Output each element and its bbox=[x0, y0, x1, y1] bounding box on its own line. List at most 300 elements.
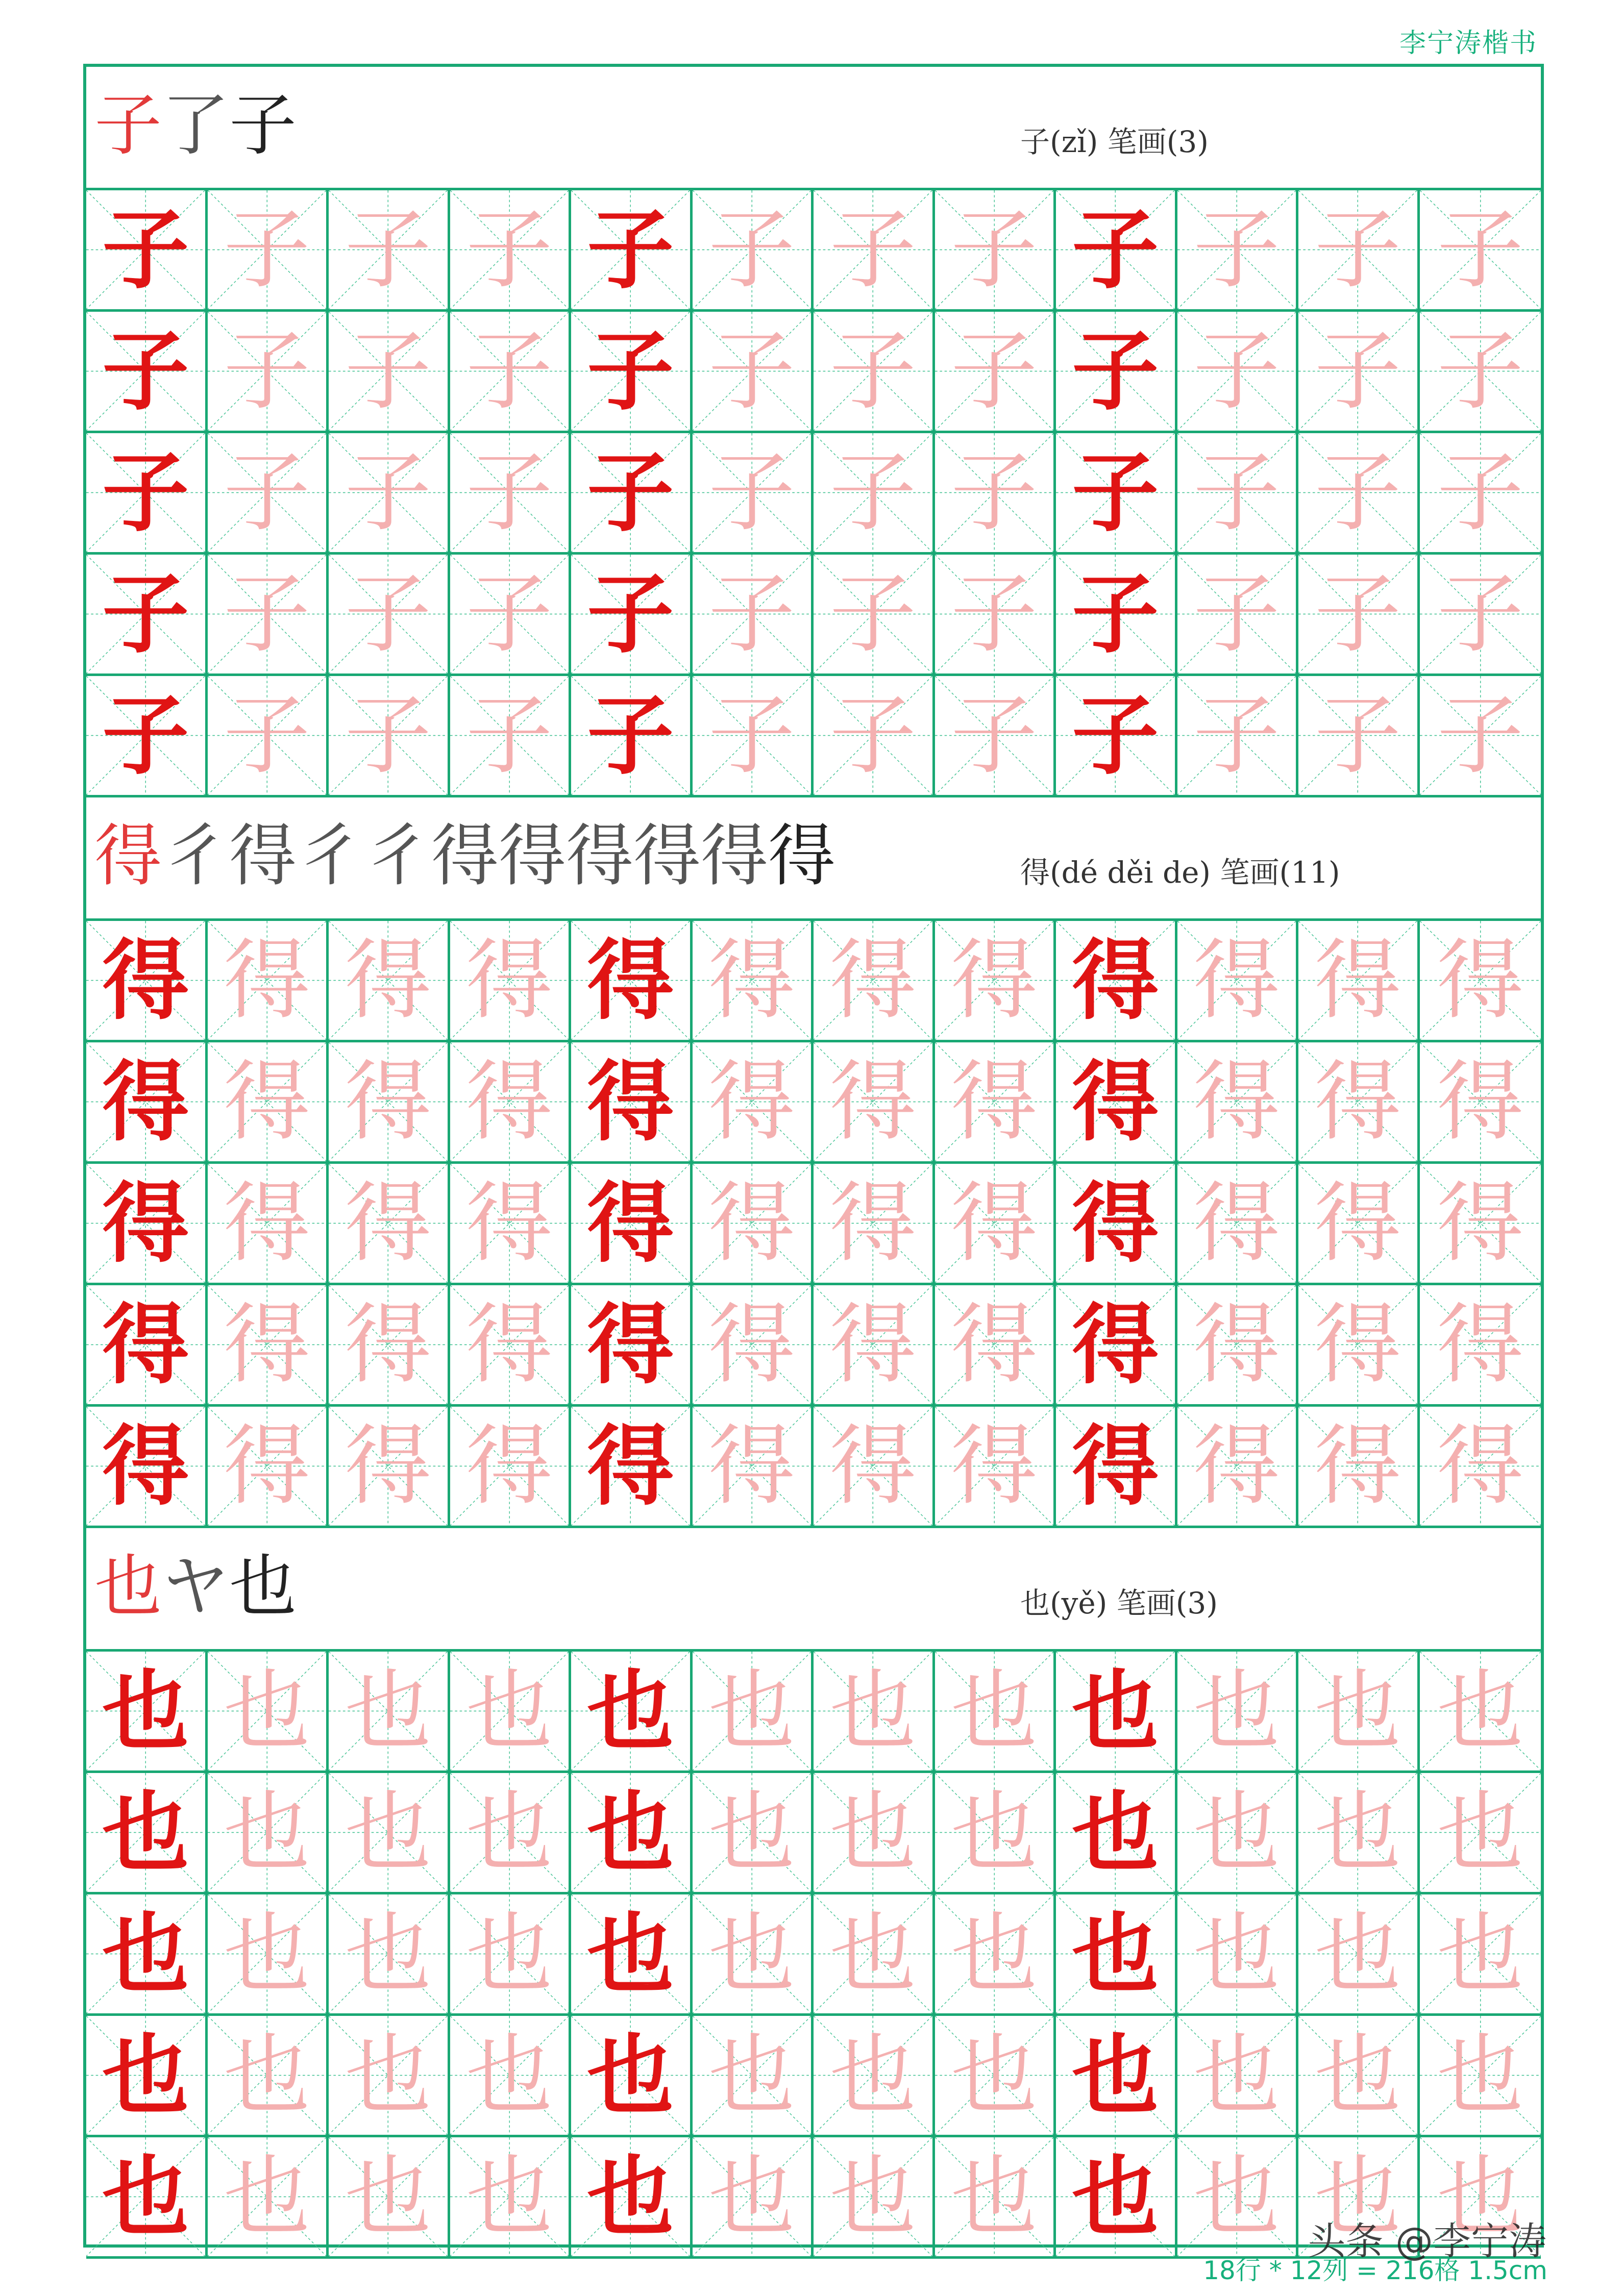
grid-cell bbox=[693, 1407, 814, 1528]
grid-cell bbox=[814, 555, 935, 676]
trace-char: 子 bbox=[1193, 442, 1280, 543]
grid-cell bbox=[1420, 1894, 1541, 2016]
stroke-step: 得 bbox=[431, 817, 499, 895]
grid-cell bbox=[86, 433, 208, 555]
trace-char: 也 bbox=[708, 2025, 795, 2126]
section-1 bbox=[86, 67, 1541, 797]
grid-cell bbox=[1298, 1773, 1420, 1894]
grid-cell bbox=[1177, 1042, 1299, 1164]
grid-cell bbox=[814, 1285, 935, 1407]
trace-char: 子 bbox=[1314, 199, 1401, 301]
grid-cell bbox=[208, 1407, 329, 1528]
trace-char: 也 bbox=[1314, 2025, 1401, 2126]
grid-cell bbox=[450, 555, 572, 676]
grid-cell bbox=[571, 1407, 693, 1528]
trace-char: 子 bbox=[708, 199, 795, 301]
trace-char: 也 bbox=[465, 1782, 553, 1883]
trace-char: 得 bbox=[1193, 1294, 1280, 1395]
stroke-step: 彳 bbox=[364, 817, 431, 895]
grid-cell bbox=[1056, 2137, 1177, 2259]
grid-cell bbox=[1056, 1164, 1177, 1285]
grid-cell bbox=[1056, 1773, 1177, 1894]
grid-cell bbox=[86, 1285, 208, 1407]
model-char: 也 bbox=[1072, 1903, 1159, 2005]
trace-char: 也 bbox=[708, 1782, 795, 1883]
model-char: 得 bbox=[1072, 1172, 1159, 1275]
grid-cell bbox=[814, 190, 935, 312]
grid-cell bbox=[1056, 1285, 1177, 1407]
stroke-order bbox=[94, 87, 297, 164]
model-char: 子 bbox=[102, 320, 189, 422]
grid-cell bbox=[1298, 190, 1420, 312]
trace-char: 子 bbox=[950, 563, 1038, 665]
model-char: 也 bbox=[587, 1903, 674, 2005]
stroke-step: 得 bbox=[566, 817, 633, 895]
model-char: 也 bbox=[587, 1660, 674, 1762]
grid-cell bbox=[329, 555, 450, 676]
grid-cell bbox=[571, 1285, 693, 1407]
grid-cell bbox=[1177, 312, 1299, 433]
grid-cell bbox=[329, 433, 450, 555]
trace-char: 得 bbox=[950, 1051, 1038, 1153]
grid-cell bbox=[814, 676, 935, 797]
grid-cell bbox=[1177, 1773, 1299, 1894]
model-char: 子 bbox=[587, 198, 674, 301]
trace-char: 子 bbox=[950, 199, 1038, 301]
trace-char: 子 bbox=[1314, 685, 1401, 786]
section-header bbox=[86, 1528, 1541, 1652]
trace-char: 子 bbox=[465, 199, 553, 301]
trace-char: 也 bbox=[1193, 2025, 1280, 2126]
grid-cell bbox=[86, 312, 208, 433]
trace-char: 子 bbox=[950, 442, 1038, 543]
trace-char: 也 bbox=[1193, 1660, 1280, 1762]
grid-cell bbox=[814, 1407, 935, 1528]
grid-cell bbox=[935, 433, 1056, 555]
grid-cell bbox=[1298, 312, 1420, 433]
grid-cell bbox=[814, 2137, 935, 2259]
model-char: 也 bbox=[1072, 1660, 1159, 1762]
model-char: 得 bbox=[102, 1051, 189, 1153]
grid-cell bbox=[814, 2016, 935, 2137]
trace-char: 得 bbox=[708, 1051, 795, 1153]
trace-char: 子 bbox=[1437, 442, 1524, 543]
section-header bbox=[86, 797, 1541, 921]
grid-cell bbox=[1420, 190, 1541, 312]
grid-cell bbox=[450, 1164, 572, 1285]
trace-char: 也 bbox=[345, 1903, 432, 2005]
model-char: 子 bbox=[102, 441, 189, 544]
trace-char: 得 bbox=[829, 930, 917, 1031]
grid-cell bbox=[935, 1042, 1056, 1164]
stroke-step: 彳 bbox=[297, 817, 364, 895]
grid-cell bbox=[1298, 1042, 1420, 1164]
trace-char: 也 bbox=[345, 2146, 432, 2248]
model-char: 得 bbox=[587, 929, 674, 1032]
grid-cell bbox=[571, 433, 693, 555]
trace-char: 得 bbox=[223, 1172, 310, 1274]
grid-cell bbox=[935, 555, 1056, 676]
grid-cell bbox=[86, 676, 208, 797]
trace-char: 子 bbox=[465, 320, 553, 422]
trace-char: 也 bbox=[345, 1782, 432, 1883]
trace-char: 子 bbox=[223, 563, 310, 665]
grid-cell bbox=[814, 921, 935, 1042]
trace-char: 也 bbox=[829, 1903, 917, 2005]
trace-char: 也 bbox=[1314, 1903, 1401, 2005]
trace-char: 得 bbox=[465, 1294, 553, 1395]
trace-char: 子 bbox=[1314, 442, 1401, 543]
grid-cell bbox=[1056, 190, 1177, 312]
trace-char: 得 bbox=[345, 930, 432, 1031]
grid-cell bbox=[208, 1894, 329, 2016]
grid-cell bbox=[571, 1652, 693, 1773]
trace-char: 子 bbox=[708, 563, 795, 665]
trace-char: 子 bbox=[829, 685, 917, 786]
grid-cell bbox=[208, 2016, 329, 2137]
grid-cell bbox=[86, 2016, 208, 2137]
grid-cell bbox=[1177, 1285, 1299, 1407]
model-char: 也 bbox=[102, 2024, 189, 2127]
practice-sheet bbox=[83, 64, 1544, 2248]
trace-char: 子 bbox=[829, 199, 917, 301]
model-char: 也 bbox=[587, 1781, 674, 1884]
model-char: 也 bbox=[102, 2145, 189, 2248]
trace-char: 也 bbox=[1437, 1782, 1524, 1883]
practice-grid bbox=[86, 1652, 1541, 2259]
trace-char: 也 bbox=[829, 1782, 917, 1883]
grid-cell bbox=[571, 555, 693, 676]
grid-cell bbox=[571, 1164, 693, 1285]
grid-cell bbox=[329, 2016, 450, 2137]
grid-cell bbox=[86, 1407, 208, 1528]
trace-char: 得 bbox=[1193, 1172, 1280, 1274]
trace-char: 也 bbox=[1437, 2146, 1524, 2248]
brand-label: 李宁涛楷书 bbox=[1399, 28, 1537, 59]
trace-char: 得 bbox=[345, 1415, 432, 1517]
grid-cell bbox=[208, 555, 329, 676]
grid-cell bbox=[1298, 1652, 1420, 1773]
grid-cell bbox=[571, 676, 693, 797]
model-char: 子 bbox=[587, 563, 674, 665]
grid-cell bbox=[1420, 921, 1541, 1042]
trace-char: 也 bbox=[708, 2146, 795, 2248]
grid-cell bbox=[208, 433, 329, 555]
trace-char: 得 bbox=[465, 1415, 553, 1517]
grid-cell bbox=[329, 1407, 450, 1528]
grid-cell bbox=[208, 1042, 329, 1164]
grid-cell bbox=[571, 2137, 693, 2259]
trace-char: 也 bbox=[1193, 1903, 1280, 2005]
grid-cell bbox=[1177, 433, 1299, 555]
stroke-order bbox=[94, 1549, 297, 1625]
trace-char: 也 bbox=[223, 2146, 310, 2248]
char-info: 子(zǐ) 笔画(3) bbox=[1020, 124, 1209, 159]
grid-cell bbox=[208, 312, 329, 433]
model-char: 也 bbox=[1072, 2145, 1159, 2248]
trace-char: 子 bbox=[345, 442, 432, 543]
trace-char: 得 bbox=[1437, 1294, 1524, 1395]
grid-cell bbox=[86, 1164, 208, 1285]
grid-cell bbox=[86, 1042, 208, 1164]
trace-char: 子 bbox=[708, 320, 795, 422]
trace-char: 得 bbox=[708, 1415, 795, 1517]
model-char: 子 bbox=[1072, 684, 1159, 787]
model-char: 得 bbox=[102, 1172, 189, 1275]
trace-char: 也 bbox=[950, 1660, 1038, 1762]
grid-cell bbox=[693, 1042, 814, 1164]
practice-grid bbox=[86, 921, 1541, 1528]
grid-cell bbox=[571, 1042, 693, 1164]
grid-cell bbox=[1298, 1164, 1420, 1285]
model-char: 子 bbox=[102, 684, 189, 787]
trace-char: 也 bbox=[1437, 1660, 1524, 1762]
trace-char: 得 bbox=[223, 930, 310, 1031]
trace-char: 也 bbox=[829, 2025, 917, 2126]
stroke-step: ヤ bbox=[162, 1548, 229, 1626]
trace-char: 也 bbox=[223, 1782, 310, 1883]
grid-cell bbox=[1420, 1773, 1541, 1894]
model-char: 得 bbox=[587, 1415, 674, 1517]
grid-cell bbox=[208, 2137, 329, 2259]
grid-cell bbox=[1177, 1652, 1299, 1773]
trace-char: 得 bbox=[465, 930, 553, 1031]
stroke-step: 彳 bbox=[162, 817, 229, 895]
grid-cell bbox=[1420, 433, 1541, 555]
grid-cell bbox=[935, 1407, 1056, 1528]
trace-char: 也 bbox=[950, 1782, 1038, 1883]
trace-char: 子 bbox=[1437, 685, 1524, 786]
trace-char: 得 bbox=[345, 1051, 432, 1153]
trace-char: 也 bbox=[950, 1903, 1038, 2005]
trace-char: 得 bbox=[829, 1294, 917, 1395]
stroke-step: 得 bbox=[701, 817, 768, 895]
model-char: 得 bbox=[102, 1415, 189, 1517]
grid-cell bbox=[208, 1652, 329, 1773]
trace-char: 也 bbox=[1314, 1660, 1401, 1762]
grid-cell bbox=[208, 190, 329, 312]
trace-char: 子 bbox=[345, 199, 432, 301]
stroke-step: 也 bbox=[94, 1548, 162, 1626]
grid-cell bbox=[208, 1285, 329, 1407]
grid-cell bbox=[86, 555, 208, 676]
trace-char: 得 bbox=[708, 930, 795, 1031]
grid-cell bbox=[450, 676, 572, 797]
trace-char: 也 bbox=[829, 2146, 917, 2248]
model-char: 得 bbox=[587, 1051, 674, 1153]
grid-cell bbox=[86, 190, 208, 312]
trace-char: 子 bbox=[829, 442, 917, 543]
trace-char: 也 bbox=[950, 2025, 1038, 2126]
footer-note: 18行 * 12列 = 216格 1.5cm bbox=[1203, 2256, 1547, 2285]
grid-cell bbox=[1177, 1164, 1299, 1285]
grid-cell bbox=[1177, 1894, 1299, 2016]
stroke-step: 了 bbox=[162, 86, 229, 165]
trace-char: 子 bbox=[1193, 563, 1280, 665]
grid-cell bbox=[693, 312, 814, 433]
grid-cell bbox=[1420, 1652, 1541, 1773]
model-char: 子 bbox=[1072, 320, 1159, 422]
grid-cell bbox=[1177, 190, 1299, 312]
grid-cell bbox=[1177, 1407, 1299, 1528]
grid-cell bbox=[1420, 555, 1541, 676]
grid-cell bbox=[450, 433, 572, 555]
grid-cell bbox=[208, 1164, 329, 1285]
grid-cell bbox=[814, 1042, 935, 1164]
trace-char: 得 bbox=[950, 930, 1038, 1031]
stroke-step: 子 bbox=[94, 86, 162, 165]
grid-cell bbox=[450, 1773, 572, 1894]
grid-cell bbox=[450, 1407, 572, 1528]
trace-char: 子 bbox=[223, 199, 310, 301]
grid-cell bbox=[208, 676, 329, 797]
model-char: 子 bbox=[102, 198, 189, 301]
grid-cell bbox=[1420, 1164, 1541, 1285]
grid-cell bbox=[935, 2016, 1056, 2137]
grid-cell bbox=[571, 921, 693, 1042]
model-char: 得 bbox=[587, 1172, 674, 1275]
trace-char: 子 bbox=[708, 442, 795, 543]
trace-char: 也 bbox=[465, 1903, 553, 2005]
stroke-step: 得 bbox=[94, 817, 162, 895]
grid-cell bbox=[329, 1652, 450, 1773]
grid-cell bbox=[450, 2016, 572, 2137]
grid-cell bbox=[571, 2016, 693, 2137]
grid-cell bbox=[571, 1773, 693, 1894]
trace-char: 得 bbox=[1314, 1294, 1401, 1395]
grid-cell bbox=[1177, 921, 1299, 1042]
trace-char: 得 bbox=[465, 1172, 553, 1274]
model-char: 得 bbox=[102, 929, 189, 1032]
trace-char: 得 bbox=[950, 1415, 1038, 1517]
grid-cell bbox=[1420, 676, 1541, 797]
trace-char: 得 bbox=[708, 1294, 795, 1395]
grid-cell bbox=[329, 312, 450, 433]
model-char: 得 bbox=[1072, 1293, 1159, 1396]
trace-char: 得 bbox=[1193, 1051, 1280, 1153]
grid-cell bbox=[1298, 555, 1420, 676]
trace-char: 也 bbox=[223, 1660, 310, 1762]
grid-cell bbox=[450, 2137, 572, 2259]
char-info: 也(yě) 笔画(3) bbox=[1020, 1586, 1218, 1620]
trace-char: 也 bbox=[223, 1903, 310, 2005]
grid-cell bbox=[935, 921, 1056, 1042]
trace-char: 子 bbox=[829, 320, 917, 422]
model-char: 得 bbox=[1072, 929, 1159, 1032]
trace-char: 得 bbox=[465, 1051, 553, 1153]
model-char: 也 bbox=[1072, 1781, 1159, 1884]
grid-cell bbox=[329, 1164, 450, 1285]
trace-char: 子 bbox=[465, 563, 553, 665]
trace-char: 也 bbox=[465, 2025, 553, 2126]
grid-cell bbox=[935, 1773, 1056, 1894]
trace-char: 子 bbox=[1193, 199, 1280, 301]
trace-char: 得 bbox=[345, 1172, 432, 1274]
grid-cell bbox=[1056, 1042, 1177, 1164]
stroke-step: 得 bbox=[499, 817, 566, 895]
trace-char: 也 bbox=[223, 2025, 310, 2126]
grid-cell bbox=[935, 676, 1056, 797]
model-char: 子 bbox=[1072, 441, 1159, 544]
grid-cell bbox=[693, 433, 814, 555]
grid-cell bbox=[1056, 555, 1177, 676]
stroke-step: 得 bbox=[633, 817, 701, 895]
trace-char: 得 bbox=[1314, 930, 1401, 1031]
trace-char: 子 bbox=[1437, 563, 1524, 665]
trace-char: 子 bbox=[345, 563, 432, 665]
trace-char: 得 bbox=[1193, 930, 1280, 1031]
stroke-step: 子 bbox=[229, 86, 297, 165]
grid-cell bbox=[86, 2137, 208, 2259]
trace-char: 得 bbox=[950, 1172, 1038, 1274]
grid-cell bbox=[693, 2137, 814, 2259]
grid-cell bbox=[450, 1894, 572, 2016]
trace-char: 子 bbox=[1193, 320, 1280, 422]
trace-char: 子 bbox=[223, 685, 310, 786]
grid-cell bbox=[1298, 676, 1420, 797]
grid-cell bbox=[1298, 921, 1420, 1042]
trace-char: 得 bbox=[1193, 1415, 1280, 1517]
trace-char: 得 bbox=[223, 1415, 310, 1517]
grid-cell bbox=[935, 1894, 1056, 2016]
grid-cell bbox=[1056, 676, 1177, 797]
section-2 bbox=[86, 797, 1541, 1528]
stroke-step: 也 bbox=[229, 1548, 297, 1626]
model-char: 子 bbox=[587, 320, 674, 422]
model-char: 得 bbox=[102, 1293, 189, 1396]
trace-char: 得 bbox=[1437, 930, 1524, 1031]
trace-char: 也 bbox=[708, 1903, 795, 2005]
grid-cell bbox=[450, 190, 572, 312]
grid-cell bbox=[450, 1652, 572, 1773]
trace-char: 子 bbox=[1437, 199, 1524, 301]
char-info: 得(dé děi de) 笔画(11) bbox=[1020, 855, 1340, 890]
trace-char: 得 bbox=[1437, 1172, 1524, 1274]
trace-char: 得 bbox=[223, 1051, 310, 1153]
trace-char: 子 bbox=[345, 685, 432, 786]
trace-char: 也 bbox=[1437, 2025, 1524, 2126]
trace-char: 子 bbox=[950, 685, 1038, 786]
trace-char: 得 bbox=[223, 1294, 310, 1395]
grid-cell bbox=[814, 433, 935, 555]
grid-cell bbox=[1177, 2137, 1299, 2259]
practice-grid bbox=[86, 190, 1541, 797]
grid-cell bbox=[1420, 1407, 1541, 1528]
grid-cell bbox=[1056, 1407, 1177, 1528]
grid-cell bbox=[1298, 2016, 1420, 2137]
grid-cell bbox=[571, 190, 693, 312]
grid-cell bbox=[329, 190, 450, 312]
grid-cell bbox=[1420, 312, 1541, 433]
model-char: 子 bbox=[1072, 563, 1159, 665]
grid-cell bbox=[935, 190, 1056, 312]
trace-char: 子 bbox=[465, 685, 553, 786]
grid-cell bbox=[571, 1894, 693, 2016]
model-char: 也 bbox=[587, 2145, 674, 2248]
trace-char: 得 bbox=[1314, 1172, 1401, 1274]
grid-cell bbox=[329, 1894, 450, 2016]
trace-char: 子 bbox=[1314, 563, 1401, 665]
grid-cell bbox=[1298, 1407, 1420, 1528]
trace-char: 也 bbox=[1314, 2146, 1401, 2248]
grid-cell bbox=[693, 1773, 814, 1894]
trace-char: 子 bbox=[708, 685, 795, 786]
grid-cell bbox=[935, 2137, 1056, 2259]
trace-char: 也 bbox=[345, 1660, 432, 1762]
grid-cell bbox=[814, 1773, 935, 1894]
model-char: 得 bbox=[587, 1293, 674, 1396]
trace-char: 子 bbox=[223, 442, 310, 543]
